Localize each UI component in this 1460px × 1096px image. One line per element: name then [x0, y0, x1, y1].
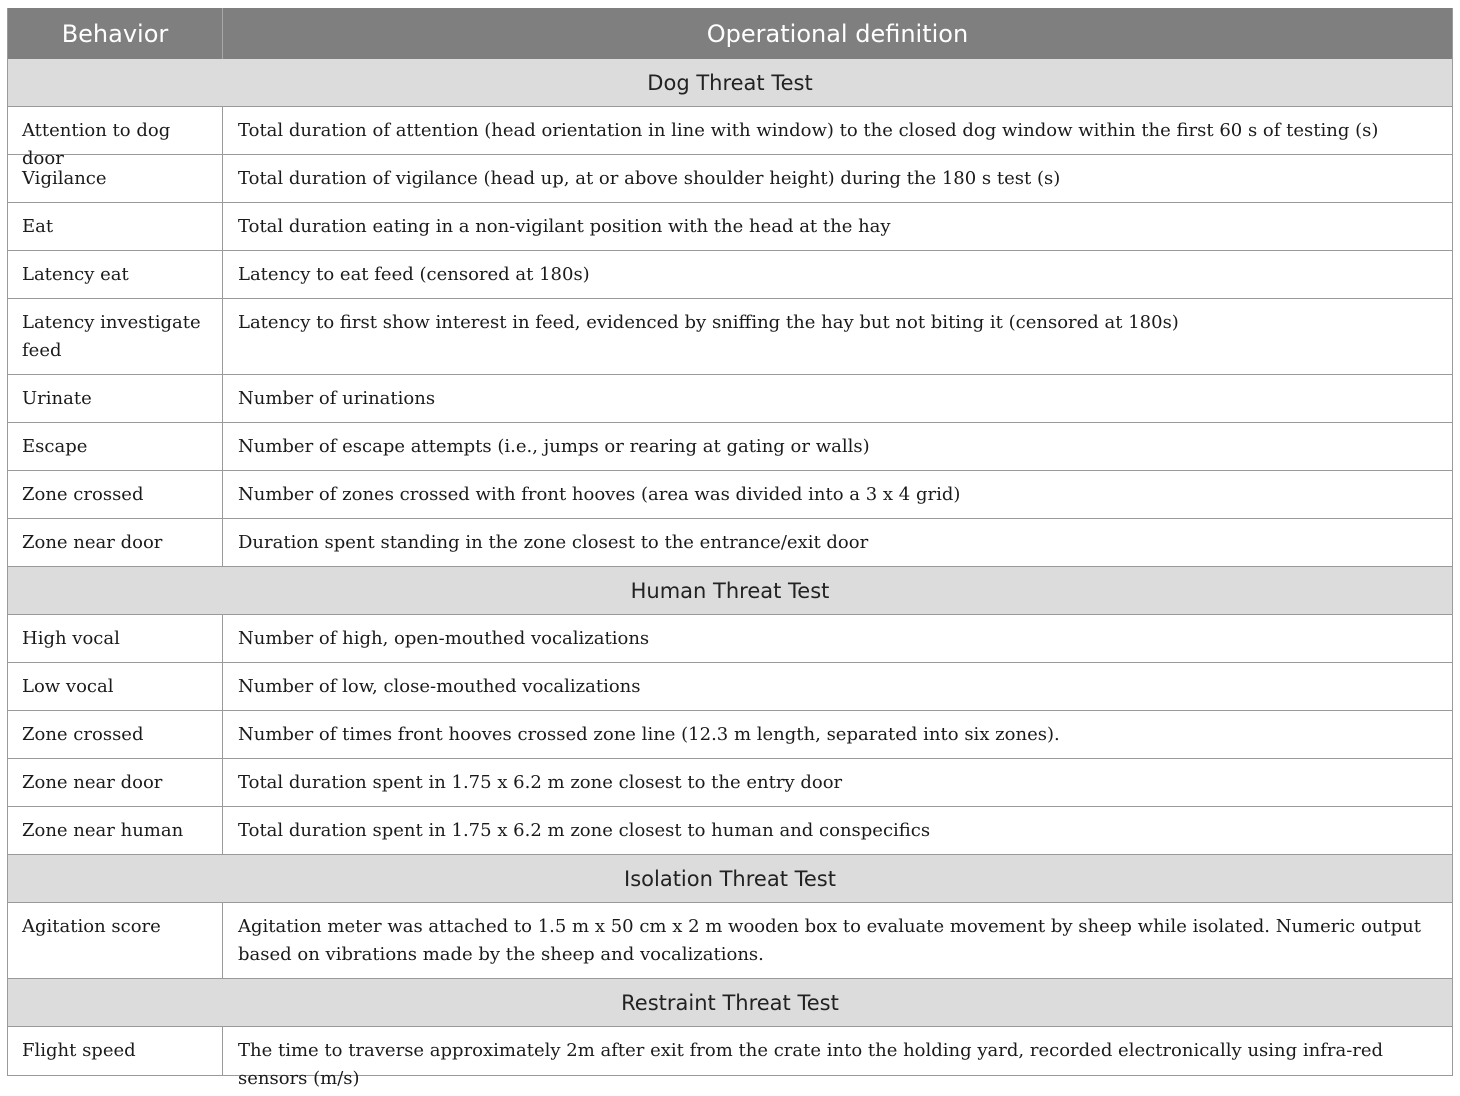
table-row	[8, 807, 1452, 855]
behavior-cell: Zone crossed	[8, 711, 223, 758]
table-row	[8, 375, 1452, 423]
definition-cell: Number of urinations	[238, 388, 436, 409]
section-human-threat: Human Threat Test	[8, 567, 1452, 615]
definition-cell: Number of high, open-mouthed vocalizations	[238, 628, 650, 649]
table-row	[8, 423, 1452, 471]
definition-cell: Number of times front hooves crossed zone line (12.3 m length, separated into six zones).	[238, 724, 1060, 745]
behavior-cell: Flight speed	[8, 1027, 223, 1075]
header-behavior: Behavior	[8, 8, 223, 59]
definition-cell: Latency to eat feed (censored at 180s)	[238, 264, 590, 285]
behavior-cell: Escape	[8, 423, 223, 470]
table-row	[8, 251, 1452, 299]
definition-cell: Number of escape attempts (i.e., jumps or rearing at gating or walls)	[238, 436, 870, 457]
table-row	[8, 903, 1452, 979]
behavior-cell: High vocal	[8, 615, 223, 662]
definition-cell: Total duration of attention (head orientation in line with window) to the closed dog window within the first 60 s of testing (s)	[238, 120, 1379, 141]
behavior-cell: Latency investigate feed	[8, 299, 223, 374]
table-row	[8, 519, 1452, 567]
table-row	[8, 663, 1452, 711]
definition-cell: Latency to first show interest in feed, evidenced by sniffing the hay but not biting it (censored at 180s)	[238, 312, 1179, 333]
table-row	[8, 615, 1452, 663]
behavior-table	[7, 8, 1453, 1089]
table-row	[8, 471, 1452, 519]
table-row	[8, 107, 1452, 169]
definition-cell: Number of zones crossed with front hooves (area was divided into a 3 x 4 grid)	[238, 484, 961, 505]
table-row	[8, 1027, 1452, 1089]
section-isolation-threat: Isolation Threat Test	[8, 855, 1452, 903]
definition-cell: The time to traverse approximately 2m after exit from the crate into the holding yard, recorded electronically using infra-red sensors (m/s)	[238, 1040, 1384, 1089]
definition-cell: Agitation meter was attached to 1.5 m x 50 cm x 2 m wooden box to evaluate movement by sheep while isolated. Numeric output based on vibrations made by the sheep and vocalizations.	[238, 916, 1421, 965]
definition-cell: Total duration of vigilance (head up, at or above shoulder height) during the 180 s test (s)	[238, 168, 1061, 189]
section-dog-threat: Dog Threat Test	[8, 59, 1452, 107]
definition-cell: Total duration spent in 1.75 x 6.2 m zone closest to the entry door	[238, 772, 843, 793]
table-header	[8, 8, 1452, 59]
behavior-cell: Low vocal	[8, 663, 223, 710]
behavior-cell: Eat	[8, 203, 223, 250]
table-row	[8, 155, 1452, 203]
section-restraint-threat: Restraint Threat Test	[8, 979, 1452, 1027]
behavior-cell: Attention to dog door	[8, 107, 223, 154]
definition-cell: Total duration eating in a non-vigilant position with the head at the hay	[238, 216, 891, 237]
behavior-cell: Zone near human	[8, 807, 223, 854]
behavior-cell: Zone near door	[8, 759, 223, 806]
table-row	[8, 203, 1452, 251]
behavior-cell: Zone crossed	[8, 471, 223, 518]
definition-cell: Number of low, close-mouthed vocalizations	[238, 676, 641, 697]
behavior-cell: Agitation score	[8, 903, 223, 978]
definition-cell: Duration spent standing in the zone closest to the entrance/exit door	[238, 532, 869, 553]
behavior-cell: Latency eat	[8, 251, 223, 298]
behavior-cell: Urinate	[8, 375, 223, 422]
definition-cell: Total duration spent in 1.75 x 6.2 m zone closest to human and conspecifics	[238, 820, 931, 841]
table-row	[8, 299, 1452, 375]
behavior-cell: Zone near door	[8, 519, 223, 566]
table-row	[8, 759, 1452, 807]
behavior-cell: Vigilance	[8, 155, 223, 202]
header-definition: Operational definition	[706, 19, 969, 48]
table-row	[8, 711, 1452, 759]
